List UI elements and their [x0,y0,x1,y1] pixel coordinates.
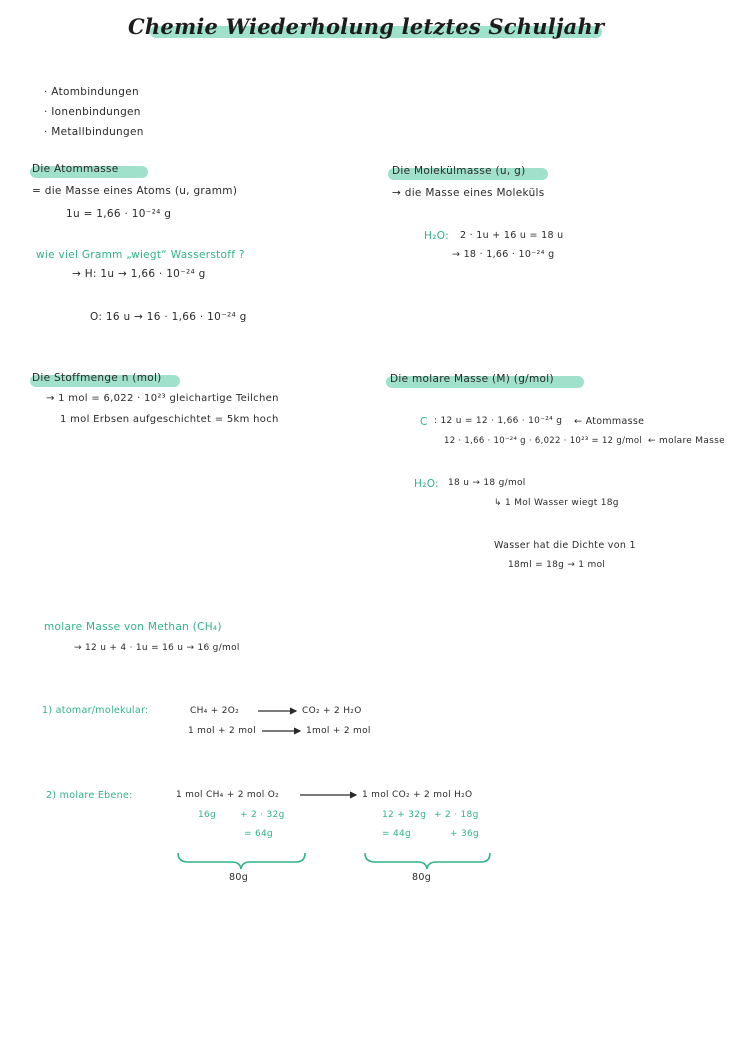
molekuelmasse-definition: → die Masse eines Moleküls [392,187,545,199]
molare-masse-h2o-note: ↳ 1 Mol Wasser wiegt 18g [494,498,619,508]
reaction2-left-v1: 16g [198,810,217,820]
reaction2-left-v2: + 2 · 32g [240,810,285,820]
reaction1-row2-right: 1mol + 2 mol [306,726,371,736]
molekuelmasse-h2o-gram: → 18 · 1,66 · 10⁻²⁴ g [452,249,555,260]
bullet-ionenbindungen: · Ionenbindungen [44,106,141,118]
atommasse-heading: Die Atommasse [32,163,119,175]
reaction1-label: 1) atomar/molekular: [42,705,149,716]
reaction2-label: 2) molare Ebene: [46,790,133,801]
bullet-metallbindungen: · Metallbindungen [44,126,144,138]
molare-masse-h2o-line: 18 u → 18 g/mol [448,478,526,488]
molekuelmasse-h2o-calc: 2 · 1u + 16 u = 18 u [460,230,564,241]
atommasse-h-line: → H: 1u → 1,66 · 10⁻²⁴ g [72,268,206,280]
right-brace [365,853,490,869]
reaction1-row1-left: CH₄ + 2O₂ [190,706,240,716]
bullet-atombindungen: · Atombindungen [44,86,139,98]
molare-masse-c-line2: 12 · 1,66 · 10⁻²⁴ g · 6,022 · 10²³ = 12 g/mol [444,436,642,446]
methan-line: → 12 u + 4 · 1u = 16 u → 16 g/mol [74,643,240,653]
reaction1-row2-left: 1 mol + 2 mol [188,726,256,736]
molare-masse-c-note2: ← molare Masse [648,436,725,446]
reaction2-left-total: 80g [229,872,249,883]
reaction2-right-v4: + 36g [450,829,480,839]
molare-masse-heading: Die molare Masse (M) (g/mol) [390,373,554,385]
reaction2-right-top: 1 mol CO₂ + 2 mol H₂O [362,790,473,800]
left-brace [178,853,305,869]
molekuelmasse-h2o-label: H₂O: [424,230,449,242]
molare-masse-dichte: Wasser hat die Dichte von 1 [494,540,636,551]
molare-masse-dichte2: 18ml = 18g → 1 mol [508,560,606,570]
atommasse-definition: = die Masse eines Atoms (u, gramm) [32,185,238,197]
stoffmenge-line1: → 1 mol = 6,022 · 10²³ gleichartige Teilchen [46,393,279,404]
methan-heading: molare Masse von Methan (CH₄) [44,621,222,633]
atommasse-value: 1u = 1,66 · 10⁻²⁴ g [66,208,172,220]
stoffmenge-line2: 1 mol Erbsen aufgeschichtet = 5km hoch [60,414,279,425]
reaction2-right-v2: + 2 · 18g [434,810,479,820]
stoffmenge-heading: Die Stoffmenge n (mol) [32,372,162,384]
reaction2-right-v3: = 44g [382,829,412,839]
molekuelmasse-heading: Die Molekülmasse (u, g) [392,165,526,177]
molare-masse-c-note1: ← Atommasse [574,416,645,427]
molare-masse-h2o-label: H₂O: [414,478,439,490]
reaction2-right-v1: 12 + 32g [382,810,427,820]
reaction2-left-v3: = 64g [244,829,274,839]
atommasse-o-line: O: 16 u → 16 · 1,66 · 10⁻²⁴ g [90,311,247,323]
reaction1-row1-right: CO₂ + 2 H₂O [302,706,362,716]
page-title: Chemie Wiederholung letztes Schuljahr [128,14,605,39]
molare-masse-c-label: C [420,416,428,428]
atommasse-question: wie viel Gramm „wiegt“ Wasserstoff ? [36,249,245,261]
molare-masse-c-line1: : 12 u = 12 · 1,66 · 10⁻²⁴ g [434,416,563,426]
reaction2-right-total: 80g [412,872,432,883]
reaction2-left-top: 1 mol CH₄ + 2 mol O₂ [176,790,280,800]
